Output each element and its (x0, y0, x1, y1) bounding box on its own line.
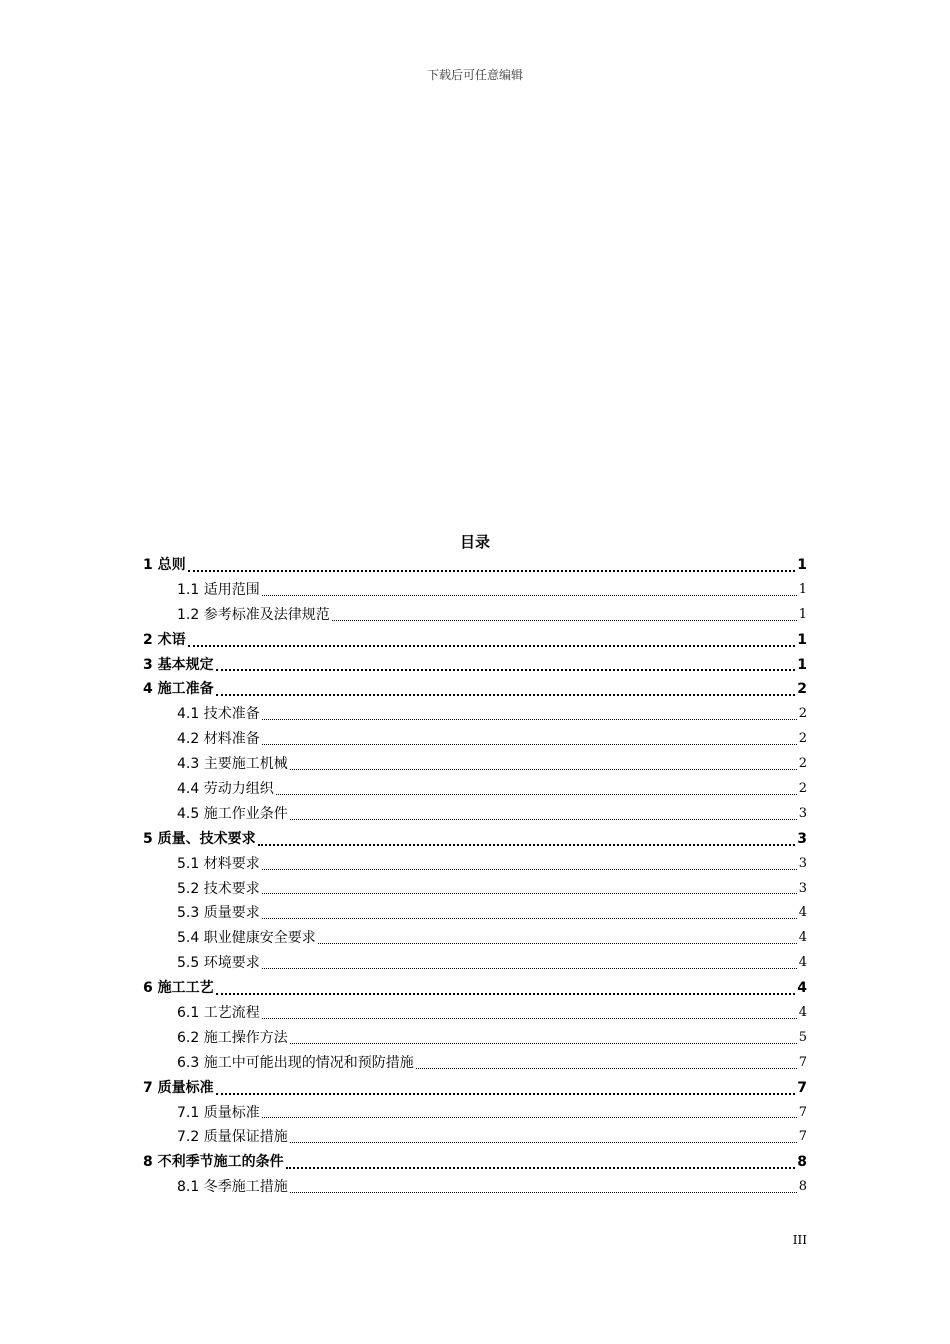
toc-entry-page: 7 (798, 1054, 807, 1070)
toc-dot-leader (258, 842, 796, 846)
toc-entry-text: 3 基本规定 (143, 656, 214, 673)
toc-entry-page: 2 (798, 756, 807, 772)
toc-section-entry[interactable] (143, 1101, 807, 1126)
toc-section-entry[interactable] (143, 603, 807, 628)
toc-entry-text: 5.5 环境要求 (177, 955, 260, 972)
toc-entry-text: 4.1 技术准备 (177, 706, 260, 723)
toc-section-entry[interactable] (143, 702, 807, 727)
toc-entry-text: 8 不利季节施工的条件 (143, 1154, 284, 1171)
toc-section-entry[interactable] (143, 1175, 807, 1200)
toc-dot-leader (262, 1017, 797, 1019)
toc-entry-text: 2 术语 (143, 631, 186, 648)
toc-entry-text: 6.3 施工中可能出现的情况和预防措施 (177, 1054, 414, 1071)
toc-dot-leader (262, 743, 797, 745)
toc-dot-leader (276, 793, 797, 795)
toc-entry-text: 5.4 职业健康安全要求 (177, 930, 316, 947)
toc-dot-leader (290, 1191, 797, 1193)
toc-section-entry[interactable] (143, 777, 807, 802)
toc-dot-leader (416, 1067, 797, 1069)
toc-entry-page: 1 (797, 631, 807, 648)
toc-dot-leader (188, 643, 796, 647)
toc-entry-page: 4 (797, 980, 807, 997)
toc-section-entry[interactable] (143, 1026, 807, 1051)
toc-entry-page: 3 (798, 880, 807, 896)
toc-section-entry[interactable] (143, 578, 807, 603)
toc-chapter-entry[interactable] (143, 1150, 807, 1175)
toc-section-entry[interactable] (143, 852, 807, 877)
toc-section-entry[interactable] (143, 901, 807, 926)
toc-dot-leader (188, 568, 796, 572)
toc-entry-page: 2 (798, 781, 807, 796)
toc-entry-page: 2 (797, 681, 807, 698)
toc-entry-page: 1 (797, 556, 807, 573)
toc-entry-page: 7 (798, 1104, 807, 1120)
toc-entry-text: 5.2 技术要求 (177, 880, 260, 897)
toc-entry-page: 3 (798, 805, 807, 821)
toc-dot-leader (290, 1042, 797, 1044)
toc-entry-text: 4.2 材料准备 (177, 731, 260, 748)
toc-dot-leader (216, 667, 796, 671)
toc-dot-leader (290, 768, 797, 770)
toc-entry-page: 4 (798, 905, 807, 921)
toc-entry-text: 4.4 劳动力组织 (177, 781, 274, 797)
toc-dot-leader (216, 991, 796, 995)
toc-entry-text: 4 施工准备 (143, 681, 214, 698)
toc-entry-text: 5 质量、技术要求 (143, 830, 256, 847)
toc-section-entry[interactable] (143, 1001, 807, 1026)
toc-section-entry[interactable] (143, 752, 807, 777)
toc-entry-text: 1 总则 (143, 556, 186, 573)
toc-chapter-entry[interactable] (143, 553, 807, 578)
toc-dot-leader (216, 692, 796, 696)
toc-entry-page: 1 (798, 606, 807, 622)
toc-entry-text: 4.5 施工作业条件 (177, 805, 288, 822)
toc-dot-leader (290, 818, 797, 820)
toc-entry-page: 3 (797, 830, 807, 847)
toc-dot-leader (262, 868, 797, 870)
toc-entry-page: 4 (798, 930, 807, 946)
toc-dot-leader (318, 942, 797, 944)
toc-entry-text: 5.1 材料要求 (177, 855, 260, 872)
toc-chapter-entry[interactable] (143, 976, 807, 1001)
toc-section-entry[interactable] (143, 877, 807, 902)
toc-entry-text: 1.2 参考标准及法律规范 (177, 606, 330, 623)
toc-entry-text: 1.1 适用范围 (177, 581, 260, 598)
toc-entry-text: 6.1 工艺流程 (177, 1005, 260, 1022)
toc-entry-page: 4 (798, 1005, 807, 1021)
toc-section-entry[interactable] (143, 951, 807, 976)
toc-section-entry[interactable] (143, 727, 807, 752)
toc-entry-page: 2 (798, 706, 807, 722)
toc-entry-text: 4.3 主要施工机械 (177, 756, 288, 773)
toc-chapter-entry[interactable] (143, 677, 807, 702)
toc-chapter-entry[interactable] (143, 827, 807, 852)
toc-entry-page: 8 (797, 1154, 807, 1171)
toc-entry-page: 4 (798, 955, 807, 971)
toc-entry-page: 7 (797, 1079, 807, 1096)
toc-dot-leader (262, 967, 797, 969)
toc-title: 目录 (459, 533, 490, 551)
toc-dot-leader (262, 718, 797, 720)
toc-entry-text: 6.2 施工操作方法 (177, 1029, 288, 1046)
toc-chapter-entry[interactable] (143, 628, 807, 653)
toc-entry-text: 6 施工工艺 (143, 980, 214, 997)
toc-entry-page: 7 (798, 1129, 807, 1145)
toc-entry-page: 5 (798, 1029, 807, 1045)
toc-section-entry[interactable] (143, 1125, 807, 1150)
toc-section-entry[interactable] (143, 802, 807, 827)
toc-dot-leader (262, 892, 797, 894)
toc-chapter-entry[interactable] (143, 1076, 807, 1101)
toc-entry-page: 8 (798, 1179, 807, 1195)
toc-entry-text: 7 质量标准 (143, 1079, 214, 1096)
table-of-contents (143, 553, 807, 1200)
toc-entry-page: 2 (798, 731, 807, 747)
page-header: 下载后可任意编辑 (426, 68, 523, 82)
toc-section-entry[interactable] (143, 1051, 807, 1076)
toc-dot-leader (262, 917, 797, 919)
toc-dot-leader (290, 1141, 797, 1143)
toc-dot-leader (286, 1165, 796, 1169)
toc-section-entry[interactable] (143, 926, 807, 951)
page-number: III (792, 1233, 807, 1247)
toc-chapter-entry[interactable] (143, 653, 807, 678)
toc-entry-page: 3 (798, 855, 807, 871)
toc-entry-text: 5.3 质量要求 (177, 905, 260, 922)
toc-entry-text: 8.1 冬季施工措施 (177, 1179, 288, 1196)
toc-dot-leader (262, 594, 797, 596)
toc-dot-leader (216, 1091, 796, 1095)
toc-dot-leader (332, 619, 797, 621)
toc-entry-text: 7.1 质量标准 (177, 1104, 260, 1121)
toc-dot-leader (262, 1116, 797, 1118)
toc-entry-text: 7.2 质量保证措施 (177, 1129, 288, 1146)
toc-entry-page: 1 (797, 656, 807, 673)
toc-entry-page: 1 (798, 581, 807, 597)
